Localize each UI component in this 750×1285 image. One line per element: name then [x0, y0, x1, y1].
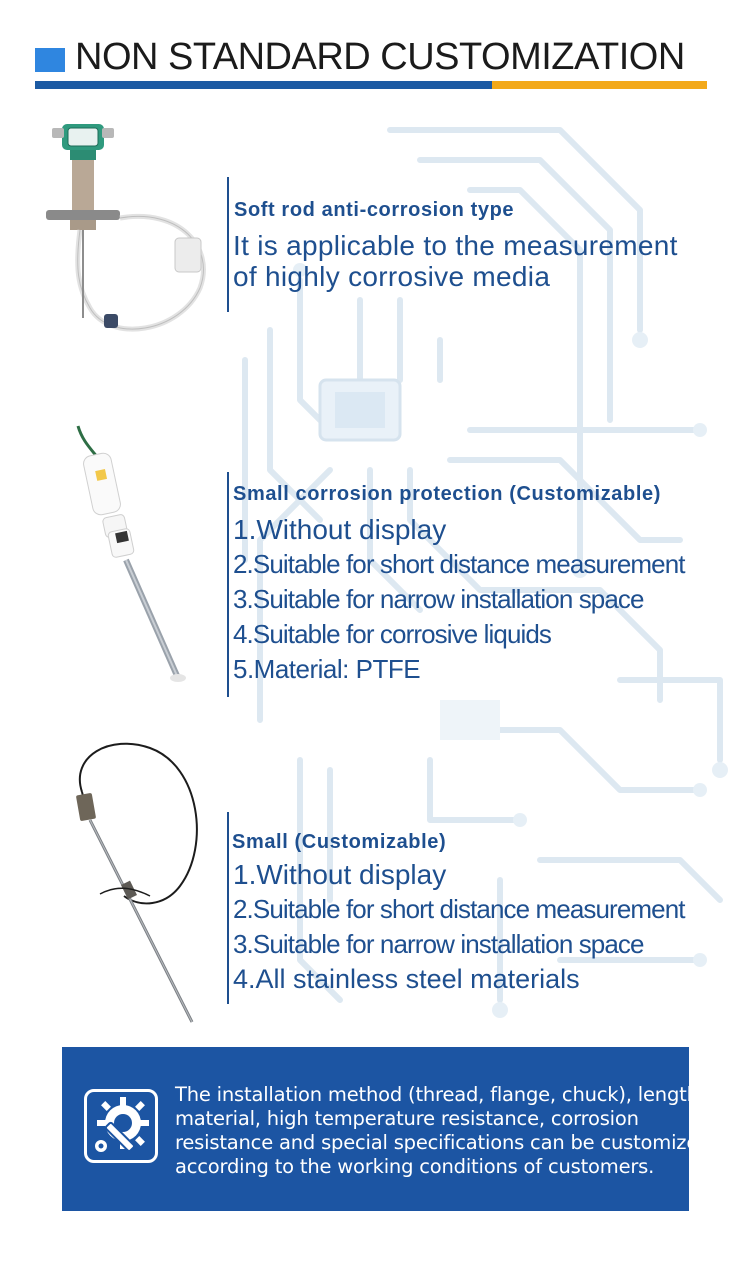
product-image-soft-rod	[40, 118, 215, 348]
header-bar-orange	[492, 81, 707, 89]
section-1-divider	[227, 177, 229, 312]
header-bar-blue	[35, 81, 492, 89]
customization-note	[62, 1047, 711, 1211]
product-image-ptfe-probe	[60, 420, 200, 685]
section-3-list	[233, 857, 685, 997]
section-2-line: 4.Suitable for corrosive liquids	[233, 619, 552, 649]
note-line: material, high temperature resistance, corrosion	[175, 1107, 639, 1130]
section-3-line: 1.Without display	[233, 859, 447, 890]
header-square	[35, 48, 65, 72]
section-3-divider	[227, 812, 229, 1004]
section-1-line: It is applicable to the measurement	[233, 230, 678, 261]
section-2-line: 2.Suitable for short distance measurement	[233, 549, 685, 579]
section-2-title: Small corrosion protection (Customizable)	[233, 483, 661, 505]
section-3-line: 2.Suitable for short distance measurement	[233, 894, 685, 924]
note-line: according to the working conditions of customers.	[175, 1155, 655, 1178]
section-2-line: 5.Material: PTFE	[233, 654, 421, 684]
section-3-line: 4.All stainless steel materials	[233, 964, 580, 994]
note-line: The installation method (thread, flange, chuck), length,	[175, 1083, 705, 1106]
gear-wrench-icon	[84, 1089, 158, 1163]
section-3-title: Small (Customizable)	[232, 831, 447, 853]
section-2-line: 1.Without display	[233, 514, 447, 545]
section-2-line: 3.Suitable for narrow installation space	[233, 584, 644, 614]
section-1-line: of highly corrosive media	[233, 261, 551, 292]
section-1-title: Soft rod anti-corrosion type	[234, 199, 515, 221]
note-line: resistance and special specifications can be customized	[175, 1131, 711, 1154]
section-3-line: 3.Suitable for narrow installation space	[233, 929, 644, 959]
section-2-list	[233, 512, 685, 687]
section-2-divider	[227, 472, 229, 697]
section-1-description	[233, 230, 678, 292]
page-title: NON STANDARD CUSTOMIZATION	[75, 36, 685, 78]
note-text	[175, 1083, 711, 1179]
product-image-stainless-probe	[70, 736, 210, 1026]
